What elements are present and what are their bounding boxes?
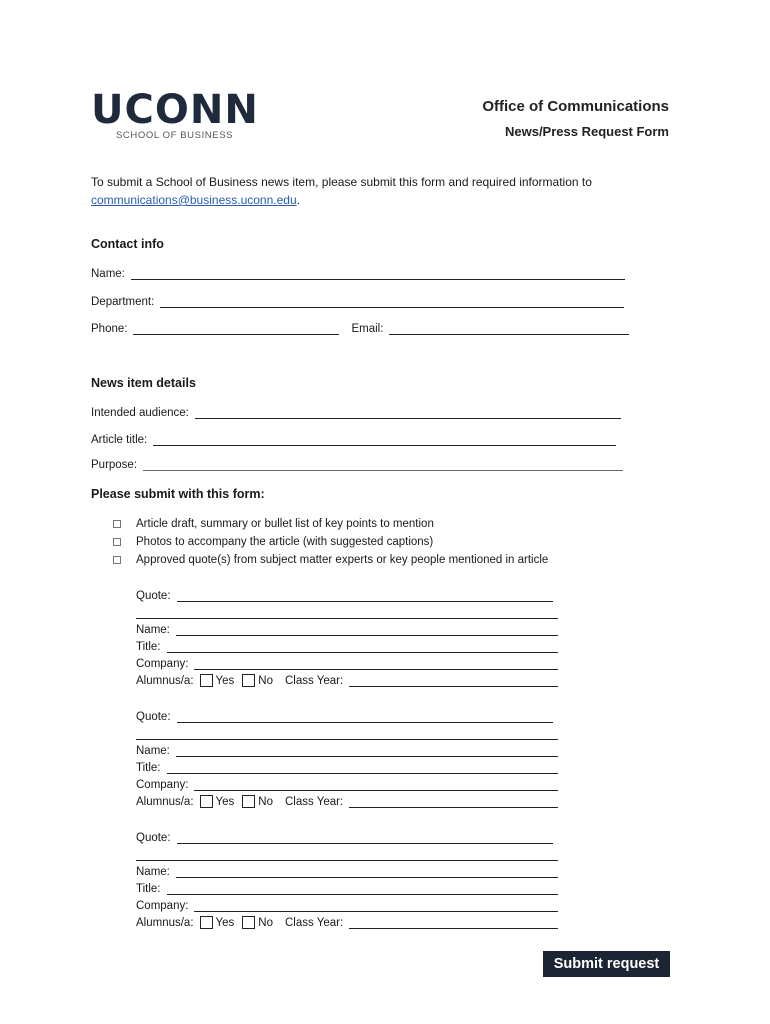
list-item-label: Approved quote(s) from subject matter experts or key people mentioned in article — [136, 554, 549, 566]
quote-field[interactable] — [177, 709, 553, 723]
quote-company-field[interactable] — [194, 898, 558, 912]
quote-block-1 — [136, 585, 558, 687]
quote-label: Quote: — [136, 832, 171, 844]
quote-name-field[interactable] — [176, 743, 558, 757]
quote-name-label: Name: — [136, 866, 170, 878]
quote-block-2 — [136, 706, 558, 808]
quote-name-label: Name: — [136, 745, 170, 757]
yes-label: Yes — [215, 675, 235, 687]
audience-label: Intended audience: — [91, 407, 189, 419]
quote-name-label: Name: — [136, 624, 170, 636]
intro-sentence: To submit a School of Business news item, please submit this form and required information to — [91, 175, 592, 189]
department-row — [91, 292, 624, 308]
quote-title-label: Title: — [136, 762, 161, 774]
quote-title-field[interactable] — [167, 760, 559, 774]
checkbox-icon[interactable] — [113, 520, 121, 528]
intro-text — [91, 173, 651, 209]
communications-email-link[interactable]: communications@business.uconn.edu — [91, 193, 297, 207]
purpose-row — [91, 455, 623, 471]
no-checkbox[interactable] — [242, 916, 255, 929]
quote-continuation-field[interactable] — [136, 605, 558, 619]
quote-label: Quote: — [136, 590, 171, 602]
name-label: Name: — [91, 268, 125, 280]
audience-row — [91, 403, 621, 419]
form-title: News/Press Request Form — [504, 124, 669, 139]
quote-continuation-field[interactable] — [136, 847, 558, 861]
class-year-label: Class Year: — [285, 796, 344, 808]
phone-field[interactable] — [133, 321, 339, 335]
quote-company-label: Company: — [136, 658, 189, 670]
submit-with-heading: Please submit with this form: — [91, 487, 265, 501]
class-year-label: Class Year: — [285, 675, 344, 687]
class-year-field[interactable] — [349, 915, 558, 929]
quote-label: Quote: — [136, 711, 171, 723]
alumnus-label: Alumnus/a: — [136, 917, 194, 929]
name-row — [91, 264, 625, 280]
quote-field[interactable] — [177, 588, 553, 602]
checkbox-icon[interactable] — [113, 538, 121, 546]
quote-company-label: Company: — [136, 900, 189, 912]
quote-title-field[interactable] — [167, 639, 559, 653]
yes-checkbox[interactable] — [200, 795, 213, 808]
quote-company-field[interactable] — [194, 777, 558, 791]
purpose-label: Purpose: — [91, 459, 138, 471]
contact-info-heading: Contact info — [91, 237, 164, 251]
list-item — [113, 551, 548, 569]
alumnus-label: Alumnus/a: — [136, 675, 194, 687]
quote-title-field[interactable] — [167, 881, 559, 895]
uconn-logo: UCONN — [91, 87, 259, 133]
list-item — [113, 533, 548, 551]
audience-field[interactable] — [195, 405, 621, 419]
purpose-field[interactable] — [143, 457, 623, 471]
quote-field[interactable] — [177, 830, 553, 844]
intro-period: . — [296, 193, 300, 207]
news-item-heading: News item details — [91, 376, 196, 390]
phone-label: Phone: — [91, 323, 128, 335]
requirements-list — [113, 515, 548, 569]
office-title: Office of Communications — [482, 98, 669, 115]
name-field[interactable] — [131, 266, 625, 280]
yes-label: Yes — [215, 917, 235, 929]
class-year-label: Class Year: — [285, 917, 344, 929]
quote-title-label: Title: — [136, 641, 161, 653]
list-item-label: Photos to accompany the article (with suggested captions) — [136, 536, 434, 548]
quote-name-field[interactable] — [176, 864, 558, 878]
email-label: Email: — [351, 323, 384, 335]
yes-label: Yes — [215, 796, 235, 808]
school-of-business-logo-text: SCHOOL OF BUSINESS — [116, 130, 234, 141]
list-item-label: Article draft, summary or bullet list of key points to mention — [136, 518, 434, 530]
department-field[interactable] — [160, 294, 624, 308]
class-year-field[interactable] — [349, 673, 558, 687]
yes-checkbox[interactable] — [200, 916, 213, 929]
quote-title-label: Title: — [136, 883, 161, 895]
quote-company-field[interactable] — [194, 656, 558, 670]
class-year-field[interactable] — [349, 794, 558, 808]
no-label: No — [258, 675, 273, 687]
list-item — [113, 515, 548, 533]
alumnus-label: Alumnus/a: — [136, 796, 194, 808]
phone-email-row — [91, 319, 629, 335]
article-title-field[interactable] — [153, 432, 616, 446]
no-checkbox[interactable] — [242, 674, 255, 687]
no-checkbox[interactable] — [242, 795, 255, 808]
quote-company-label: Company: — [136, 779, 189, 791]
no-label: No — [258, 917, 273, 929]
yes-checkbox[interactable] — [200, 674, 213, 687]
department-label: Department: — [91, 296, 155, 308]
email-field[interactable] — [389, 321, 629, 335]
checkbox-icon[interactable] — [113, 556, 121, 564]
quote-continuation-field[interactable] — [136, 726, 558, 740]
article-title-label: Article title: — [91, 434, 148, 446]
submit-request-button[interactable]: Submit request — [543, 951, 670, 977]
article-title-row — [91, 430, 616, 446]
quote-block-3 — [136, 827, 558, 929]
quote-name-field[interactable] — [176, 622, 558, 636]
no-label: No — [258, 796, 273, 808]
